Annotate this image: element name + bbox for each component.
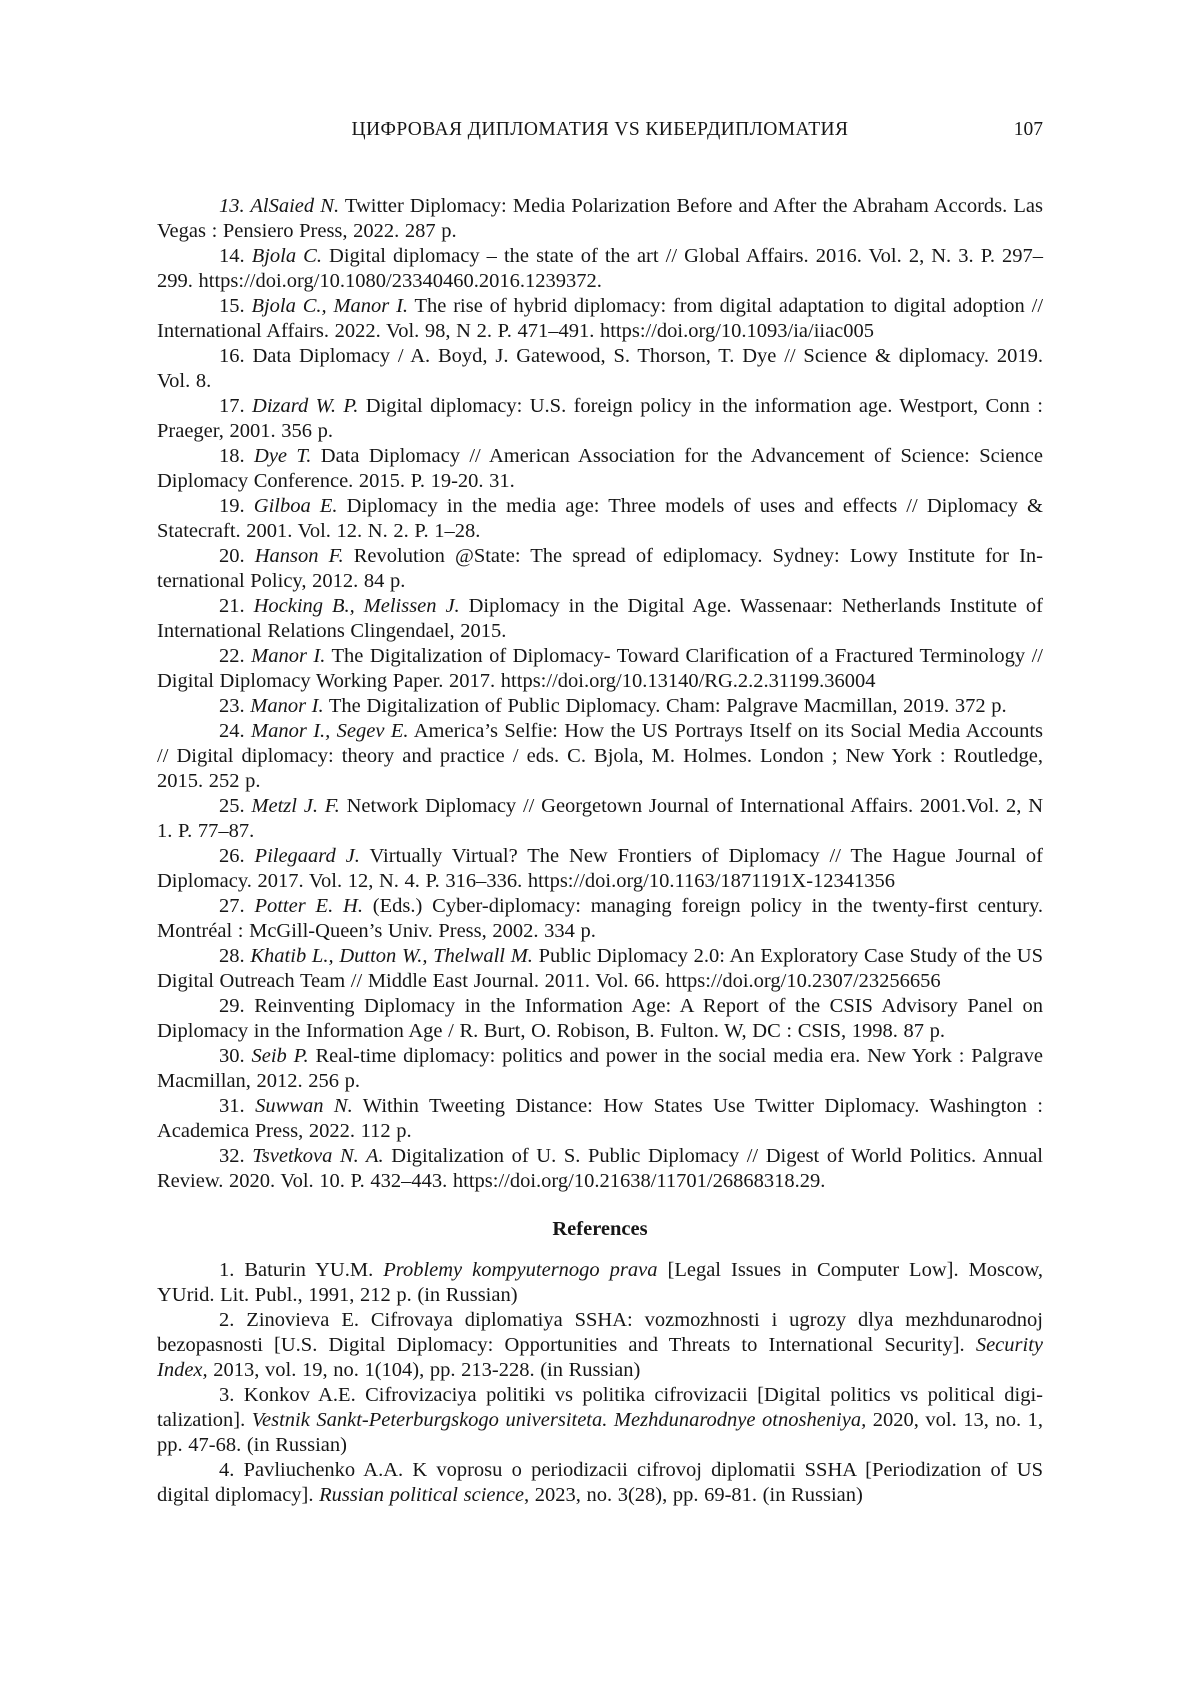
reference-item: 13. AlSaied N. Twitter Diplomacy: Media Polarization Before and After the Abraham Accords. Las Vegas : Pensiero Press, 2022. 287 p. [157,195,1043,242]
reference-item: 3. Konkov A.E. Cifrovizaciya politiki vs politika cifrovizacii [Digital politics vs political digitalization]. Vestnik Sankt-Peterburgskogo universiteta. Mezhdunarodnye otnosheniya, 2020, vol. 13, no. 1, pp. 47-68. (in Russian) [157,1384,1043,1456]
reference-item: 17. Dizard W. P. Digital diplomacy: U.S. foreign policy in the information age. Westport, Conn : Praeger, 2001. 356 p. [157,395,1043,442]
reference-item: 30. Seib P. Real-time diplomacy: politics and power in the social media era. New York : Palgrave Macmillan, 2012. 256 p. [157,1045,1044,1092]
reference-item: 31. Suwwan N. Within Tweeting Distance: How States Use Twitter Diplomacy. Washington : Academica Press, 2022. 112 p. [157,1095,1043,1142]
running-header-title: ЦИФРОВАЯ ДИПЛОМАТИЯ VS КИБЕРДИПЛОМАТИЯ [351,119,849,140]
reference-item: 1. Baturin YU.M. Problemy kompyuternogo prava [Legal Issues in Computer Low]. Moscow, YUrid. Lit. Publ., 1991, 212 p. (in Russian) [157,1259,1043,1306]
bibliography-list [157,194,1043,1194]
reference-item: 22. Manor I. The Digitalization of Diplomacy- Toward Clarification of a Fractured Terminology // Digital Diplomacy Working Paper. 2017. https://doi.org/10.13140/RG.2.2.31199.36004 [157,645,1043,692]
reference-item: 14. Bjola C. Digital diplomacy – the state of the art // Global Affairs. 2016. Vol. 2, N. 3. P. 297–299. https://doi.org/10.1080/23340460.2016.1239372. [157,245,1044,292]
reference-item: 20. Hanson F. Revolution @State: The spread of ediplomacy. Sydney: Lowy Institute for International Policy, 2012. 84 p. [157,545,1043,592]
reference-item: 2. Zinovieva E. Cifrovaya diplomatiya SSHA: vozmozhnosti i ugrozy dlya mezhdunarodnoj bezopasnosti [U.S. Digital Diplomacy: Opportunities and Threats to International Security]. Security Index, 2013, vol. 19, no. 1(104), pp. 213-228. (in Russian) [157,1309,1043,1381]
reference-item: 28. Khatib L., Dutton W., Thelwall M. Public Diplomacy 2.0: An Exploratory Case Study of the US Digital Outreach Team // Middle East Journal. 2011. Vol. 66. https://doi.org/10.2307/23256656 [157,945,1043,992]
reference-item: 26. Pilegaard J. Virtually Virtual? The New Frontiers of Diplomacy // The Hague Journal of Diplomacy. 2017. Vol. 12, N. 4. P. 316–336. https://doi.org/10.1163/1871191X-12341356 [157,845,1044,892]
reference-item: 18. Dye T. Data Diplomacy // American Association for the Advancement of Science: Science Diplomacy Conference. 2015. P. 19-20. 31. [157,445,1044,492]
references-heading: References [552,1218,648,1240]
page-body [157,194,1043,1508]
reference-item: 23. Manor I. The Digitalization of Public Diplomacy. Cham: Palgrave Macmillan, 2019. 372 p. [219,695,1007,717]
reference-item: 15. Bjola C., Manor I. The rise of hybrid diplomacy: from digital adaptation to digital adoption // International Affairs. 2022. Vol. 98, N 2. P. 471–491. https://doi.org/10.1093/ia/iiac005 [157,295,1044,342]
reference-item: 29. Reinventing Diplomacy in the Information Age: A Report of the CSIS Advisory Panel on Diplomacy in the Information Age / R. Burt, O. Robison, B. Fulton. W, DC : CSIS, 1998. 87 p. [157,995,1043,1042]
page-number: 107 [1013,119,1043,140]
reference-item: 19. Gilboa E. Diplomacy in the media age: Three models of uses and effects // Diplomacy & Statecraft. 2001. Vol. 12. N. 2. P. 1–28. [157,495,1044,542]
reference-item: 24. Manor I., Segev E. America’s Selfie: How the US Portrays Itself on its Social Media Accounts // Digital diplomacy: theory and practice / eds. C. Bjola, M. Holmes. London ; New York : Routledge, 2015. 252 p. [157,720,1043,792]
reference-item: 32. Tsvetkova N. A. Digitalization of U. S. Public Diplomacy // Digest of World Politics. Annual Review. 2020. Vol. 10. P. 432–443. https://doi.org/10.21638/11701/26868318.29. [157,1145,1044,1192]
reference-item: 25. Metzl J. F. Network Diplomacy // Georgetown Journal of International Affairs. 2001.Vol. 2, N 1. P. 77–87. [157,795,1044,842]
reference-item: 21. Hocking B., Melissen J. Diplomacy in the Digital Age. Wassenaar: Netherlands Institute of International Relations Clingendael, 2015. [157,595,1044,642]
reference-item: 16. Data Diplomacy / A. Boyd, J. Gatewood, S. Thorson, T. Dye // Science & diplomacy. 2019. Vol. 8. [157,345,1043,392]
references-list [157,1258,1043,1508]
reference-item: 4. Pavliuchenko A.A. K voprosu o periodizacii cifrovoj diplomatii SSHA [Periodization of US digital diplomacy]. Russian political science, 2023, no. 3(28), pp. 69-81. (in Russian) [157,1459,1043,1506]
reference-item: 27. Potter E. H. (Eds.) Cyber-diplomacy: managing foreign policy in the twenty-first century. Montréal : McGill-Queen’s Univ. Press, 2002. 334 p. [157,895,1043,942]
page-header [157,118,1043,142]
